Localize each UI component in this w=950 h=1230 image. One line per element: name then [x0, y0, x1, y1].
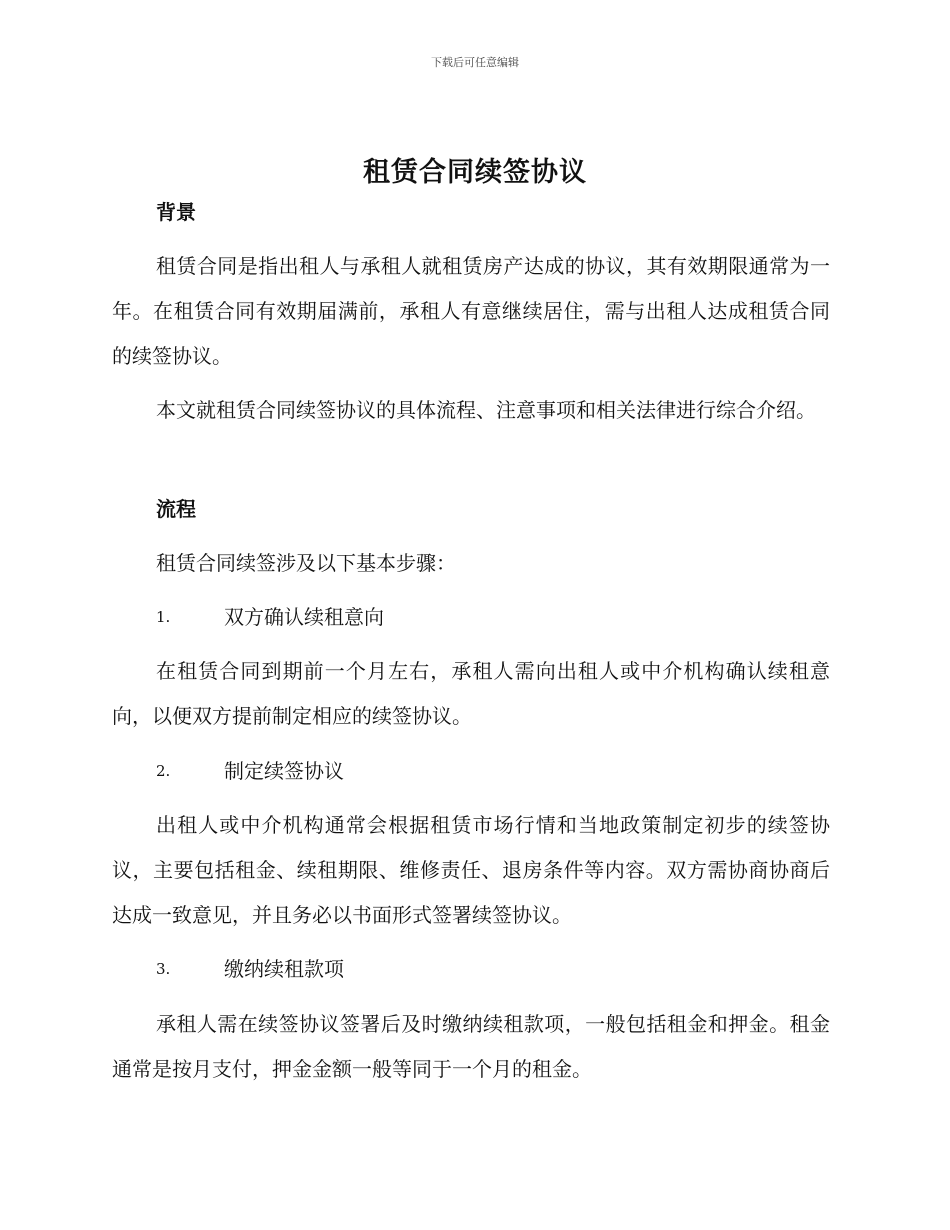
- document-title: 租赁合同续签协议: [363, 157, 587, 188]
- step-3-description: [112, 1002, 830, 1092]
- list-number: 2.: [156, 762, 171, 780]
- background-paragraph-1: [112, 244, 830, 379]
- section-heading-background: 背景: [156, 200, 196, 224]
- header-note: 下载后可任意编辑: [431, 56, 519, 69]
- list-item-title: 制定续签协议: [224, 759, 344, 783]
- paragraph-text: 出租人或中介机构通常会根据租赁市场行情和当地政策制定初步的续签协议，主要包括租金、续租期限、维修责任、退房条件等内容。双方需协商协商后达成一致意见，并且务必以书面形式签署续签协议。: [112, 813, 830, 927]
- section-heading-process: 流程: [156, 497, 196, 521]
- section-background: [112, 190, 830, 235]
- step-1-description: [112, 649, 830, 739]
- list-number: 3.: [156, 960, 171, 978]
- paragraph-text: 租赁合同是指出租人与承租人就租赁房产达成的协议，其有效期限通常为一年。在租赁合同有效期届满前，承租人有意继续居住，需与出租人达成租赁合同的续签协议。: [112, 254, 830, 368]
- paragraph-text: 承租人需在续签协议签署后及时缴纳续租款项，一般包括租金和押金。租金通常是按月支付，押金金额一般等同于一个月的租金。: [112, 1012, 830, 1081]
- step-2-description: [112, 803, 830, 938]
- list-item-title: 缴纳续租款项: [224, 957, 344, 981]
- list-item-title: 双方确认续租意向: [224, 605, 384, 629]
- list-number: 1.: [156, 608, 171, 626]
- paragraph-text: 本文就租赁合同续签协议的具体流程、注意事项和相关法律进行综合介绍。: [156, 398, 816, 422]
- background-paragraph-2: [112, 388, 830, 433]
- paragraph-text: 租赁合同续签涉及以下基本步骤：: [156, 551, 456, 575]
- list-item-step-3: [112, 947, 830, 992]
- list-item-step-1: [112, 595, 830, 640]
- process-intro: [112, 541, 830, 586]
- section-process: [112, 487, 830, 532]
- list-item-step-2: [112, 749, 830, 794]
- paragraph-text: 在租赁合同到期前一个月左右，承租人需向出租人或中介机构确认续租意向，以便双方提前制定相应的续签协议。: [112, 659, 830, 728]
